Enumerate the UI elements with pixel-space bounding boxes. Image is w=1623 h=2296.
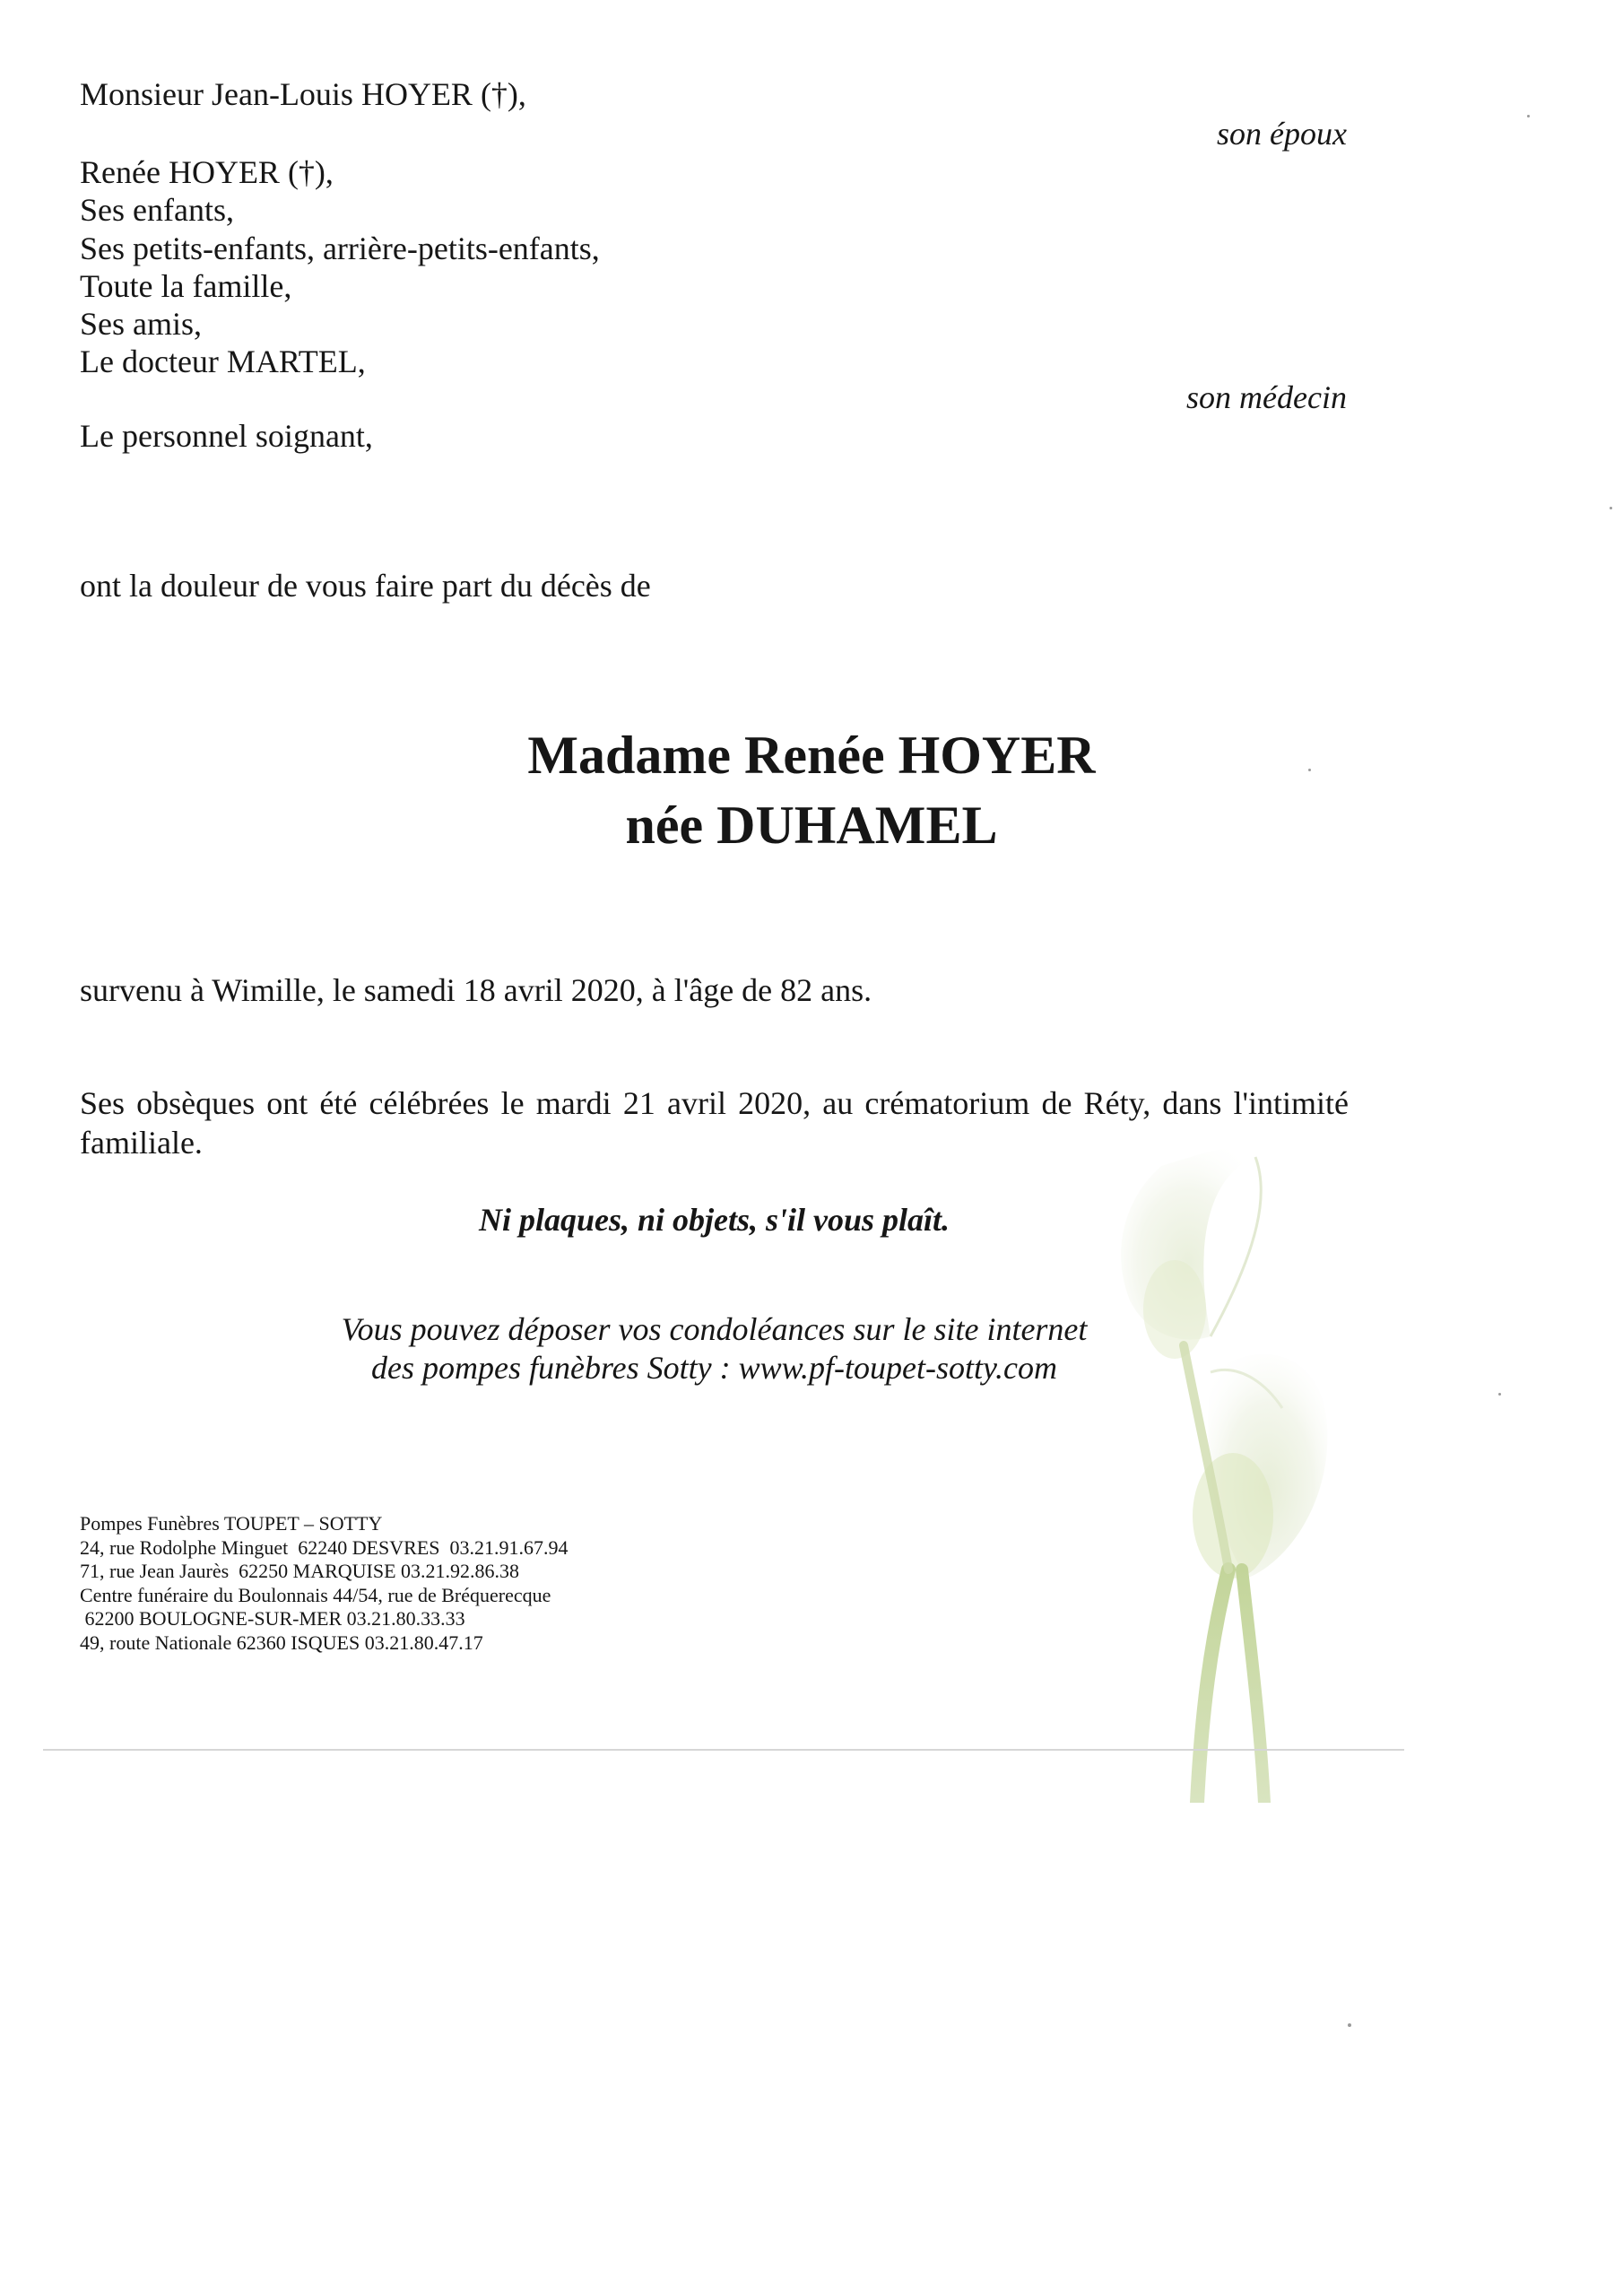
deceased-maiden-name: née DUHAMEL — [625, 796, 998, 855]
funeral-details: Ses obsèques ont été célébrées le mardi 21 avril 2020, au crématorium de Réty, dans l'intimité familiale. — [80, 1085, 1349, 1161]
family-line-doctor: Le docteur MARTEL, — [80, 344, 366, 379]
role-husband: son époux — [1217, 116, 1347, 152]
condolences-line-1: Vous pouvez déposer vos condoléances sur le site internet — [341, 1311, 1088, 1347]
family-line-grandchildren: Ses petits-enfants, arrière-petits-enfants, — [80, 230, 600, 266]
scan-speck — [1610, 507, 1612, 509]
scan-speck — [1527, 115, 1530, 117]
condolences-line-2: des pompes funèbres Sotty : www.pf-toupet-sotty.com — [371, 1350, 1057, 1386]
family-line-friends: Ses amis, — [80, 306, 203, 342]
footer-line-company: Pompes Funèbres TOUPET – SOTTY — [80, 1512, 383, 1535]
no-plaques-request: Ni plaques, ni objets, s'il vous plaît. — [478, 1202, 950, 1238]
horizontal-divider — [43, 1749, 1404, 1751]
footer-line-marquise: 71, rue Jean Jaurès 62250 MARQUISE 03.21.92.86.38 — [80, 1560, 520, 1582]
scan-speck — [1308, 769, 1311, 771]
death-details: survenu à Wimille, le samedi 18 avril 2020, à l'âge de 82 ans. — [80, 972, 872, 1008]
funeral-home-addresses — [80, 1512, 568, 1655]
footer-line-desvres: 24, rue Rodolphe Minguet 62240 DESVRES 03.21.91.67.94 — [80, 1535, 568, 1559]
role-doctor: son médecin — [1186, 379, 1347, 415]
family-line-children: Ses enfants, — [80, 192, 234, 228]
scan-speck — [1348, 2023, 1351, 2027]
family-line-husband: Monsieur Jean-Louis HOYER (†), — [80, 76, 526, 112]
deceased-name: Madame Renée HOYER — [527, 726, 1096, 785]
footer-line-isques: 49, route Nationale 62360 ISQUES 03.21.80.47.17 — [80, 1631, 483, 1654]
announcement-text: ont la douleur de vous faire part du décès de — [80, 568, 651, 604]
footer-line-boulogne: 62200 BOULOGNE-SUR-MER 03.21.80.33.33 — [80, 1607, 465, 1630]
family-line-care-staff: Le personnel soignant, — [80, 418, 373, 454]
family-line-renee: Renée HOYER (†), — [80, 154, 334, 190]
scan-speck — [1498, 1393, 1501, 1396]
family-line-whole-family: Toute la famille, — [80, 268, 292, 304]
footer-line-centre: Centre funéraire du Boulonnais 44/54, rue de Bréquerecque — [80, 1583, 551, 1606]
